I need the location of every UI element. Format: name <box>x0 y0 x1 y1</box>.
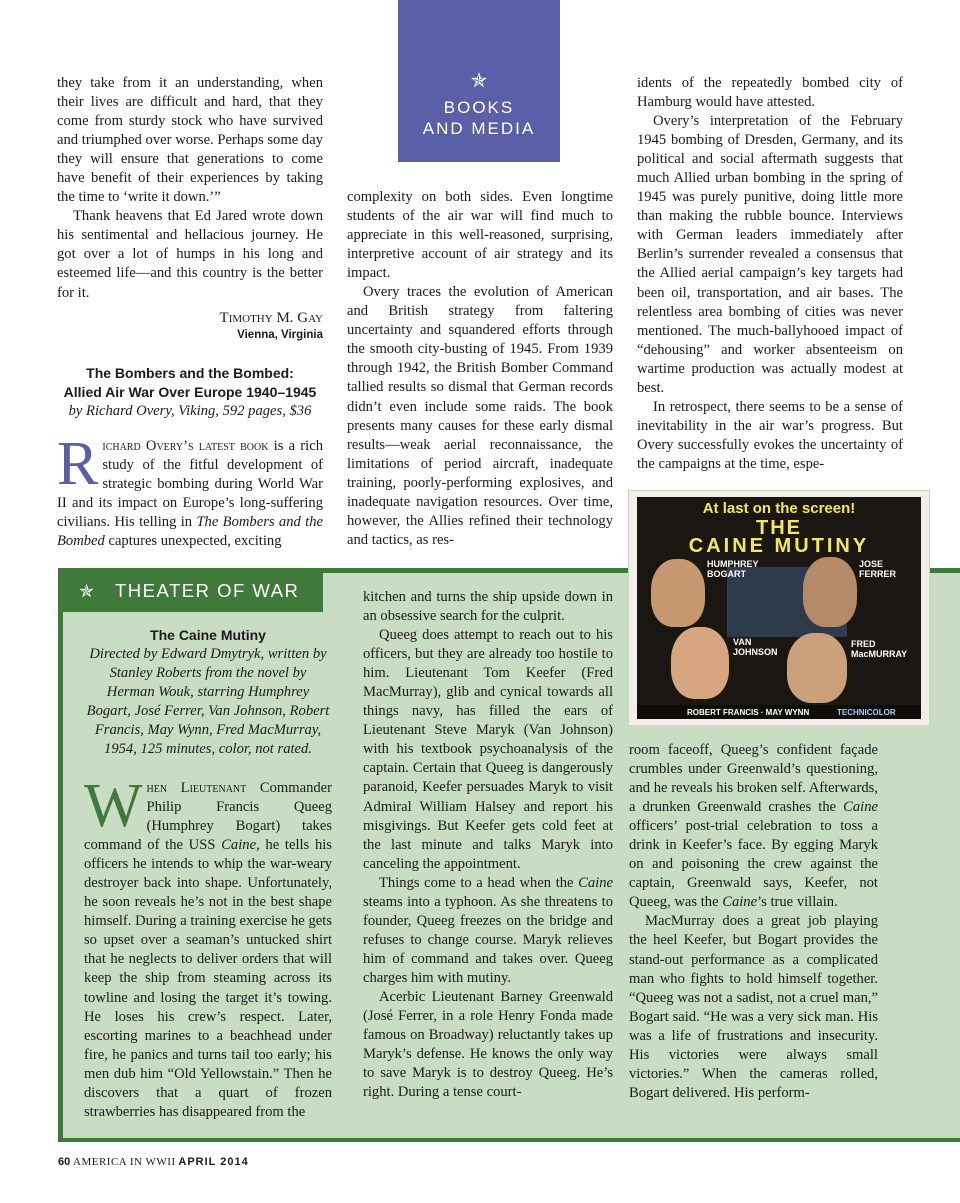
poster-tagline: At last on the screen! <box>702 500 856 517</box>
text: is a rich study of the fitful development of strategic bombing during World War II and its impact on Europe’s long-suffering civilians. His telling in <box>57 437 323 530</box>
paragraph: Acerbic Lieutenant Barney Greenwald (José Ferrer, in a role Henry Fonda made famous on Broadway) reluctantly takes up Maryk’s defense. He knows the only way to save Maryk is to destroy Queeg. He’s right. During a tense court- <box>363 988 613 1101</box>
paragraph: Thank heavens that Ed Jared wrote down his sentimental and hellacious journey. He got over a lot of humps in his long and esteemed life—and this country is the better for it. <box>57 208 323 301</box>
ferrer-portrait <box>803 557 857 627</box>
paragraph <box>629 741 878 912</box>
section-tab-label-line2: AND MEDIA <box>422 119 536 138</box>
poster-image <box>637 497 921 719</box>
theater-left-rule <box>58 568 63 1141</box>
reviewer-location: Vienna, Virginia <box>237 328 323 341</box>
book-info: by Richard Overy, Viking, 592 pages, $36 <box>68 402 312 419</box>
ship-name-italic: Caine <box>578 874 613 891</box>
text: captures unexpected, exciting <box>104 532 282 549</box>
issue-date: APRIL 2014 <box>178 1156 249 1168</box>
film-info: Directed by Edward Dmytryk, written by Stanley Roberts from the novel by Herman Wouk, starring Humphrey Bogart, José Ferrer, Van Johnson, Robert Francis, May Wynn, Fred MacMurray, 1954, 125 minutes, color, not rated. <box>86 646 330 757</box>
paragraph: In retrospect, there seems to be a sense of inevitability in the air war’s progress. But Overy successfully evokes the uncertainty of the campaigns at the time, espe- <box>637 398 903 472</box>
poster-footer-right: TECHNICOLOR <box>837 708 896 717</box>
text: Commander Philip Francis Queeg (Humphrey Bogart) takes command of the USS <box>84 780 332 854</box>
johnson-portrait <box>671 627 729 699</box>
ship-name-italic: Caine <box>221 837 257 854</box>
paragraph: Overy traces the evolution of American and British strategy from faltering uncertainty and squandered efforts through the smooth city-busting of 1945. From 1939 through 1942, the British Bomber Command tallied results so dismal that German records didn’t even include some raids. The book presents many causes for these early dismal results—weak aerial reconnaissance, the limitations of period aircraft, inadequate training, poorly-performing explosives, and inadequate navigation resources. Over time, however, the Allies refined their technology and tactics, as res- <box>347 284 613 548</box>
drop-cap: R <box>57 429 99 498</box>
magazine-name: AMERICA IN WWII <box>73 1156 176 1168</box>
section-tab-books-media <box>398 0 560 162</box>
text: steams into a typhoon. As she threatens to founder, Queeg freezes on the bridge and refuses to change course. Maryk relieves him of command and takes over. Queeg charges him with mutiny. <box>363 893 613 986</box>
paragraph: idents of the repeatedly bombed city of Hamburg would have attested. <box>637 75 903 111</box>
bogart-portrait <box>651 559 705 627</box>
star-icon: ✯ <box>470 70 488 92</box>
reviewer-name: Timothy M. Gay <box>219 309 323 326</box>
star-icon: ✯ <box>79 581 96 601</box>
poster-footer-left: ROBERT FRANCIS · MAY WYNN <box>687 708 810 717</box>
book-title-italic: The Bombers and the Bombed <box>57 513 323 549</box>
paragraph: MacMurray does a great job playing the heel Keefer, but Bogart provides the stand-out performance as a complicated man who fights to hold himself together. “Queeg was not a sadist, not a cruel man,” Bogart said. “He was a very sick man. His was a life of frustrations and insecurity. His victories were always small victories.” When the cameras rolled, Bogart delivered. His perform- <box>629 913 878 1101</box>
page-footer <box>58 1156 249 1168</box>
ship-name-italic: Caine <box>843 799 878 816</box>
theater-header-label: THEATER OF WAR <box>115 580 300 601</box>
poster-actor-2: JOSE FERRER <box>859 559 897 579</box>
paragraph: they take from it an understanding, when their lives are difficult and hard, that they come from sturdy stock who have survived and triumphed over worse. Perhaps some day they will ensure that generations to come have benefit of their experiences by taking the time to ‘write it down.’” <box>57 75 323 206</box>
theater-column-3 <box>629 741 878 1103</box>
lead-in: hen Lieutenant <box>146 780 247 796</box>
text: , he tells his officers he intends to whip the war-weary destroyer back into shape. Unfortunately, he soon reveals he’s not in the best shape himself. During a training exercise he gets so upset over a seaman’s untucked shirt that he neglects to deliver orders that will keep the ship from steaming across its towline and losing the target it’s towing. He loses his crew’s respect. Later, escorting marines to a beachhead under fire, he panics and turns tail too early; his men dub him “Old Yellowstain.” Then he discovers that a quart of frozen strawberries has disappeared from the <box>84 837 332 1120</box>
lead-in: ichard Overy’s latest book <box>102 437 269 454</box>
book-title-line2: Allied Air War Over Europe 1940–1945 <box>63 383 317 400</box>
text: room faceoff, Queeg’s confident façade crumbles under Greenwald’s questioning, and he reveals his broken self. Afterwards, a drunken Greenwald crashes the <box>629 742 878 816</box>
poster-actor-4: FRED MacMURRAY <box>851 639 908 659</box>
caine-mutiny-poster <box>628 490 930 726</box>
section-tab-label-line1: BOOKS <box>443 98 515 117</box>
theater-column-1 <box>84 626 332 1122</box>
paragraph: kitchen and turns the ship upside down in an obsessive search for the culprit. <box>363 589 613 625</box>
theater-column-2 <box>363 588 613 1102</box>
column-2-top <box>347 188 613 550</box>
theater-bottom-rule <box>58 1138 960 1142</box>
film-title: The Caine Mutiny <box>150 627 266 643</box>
poster-actor-3: VAN JOHNSON <box>733 637 778 657</box>
paragraph <box>363 874 613 988</box>
macmurray-portrait <box>787 633 847 703</box>
text: Things come to a head when the <box>379 874 579 891</box>
book-title-line1: The Bombers and the Bombed: <box>86 364 294 381</box>
theater-of-war-header <box>63 570 323 612</box>
column-1-top <box>57 74 323 551</box>
ship-name-italic: Caine <box>722 894 758 911</box>
poster-actor-1: HUMPHREY BOGART <box>707 559 759 579</box>
film-review-opening <box>84 772 332 1122</box>
column-3-top <box>637 74 903 474</box>
paragraph: Overy’s interpretation of the February 1945 bombing of Dresden, Germany, and its political and social aftermath suggests that much Allied urban bombing in the spring of 1945 was purely punitive, doing little more than making the rubble bounce. Interviews with German leaders immediately after Berlin’s surrender revealed a consensus that the Allied aerial campaign’s key targets had been oil, transportation, and air bases. The relentless area bombing of cities was never mentioned. The much-ballyhooed impact of “dehousing” and worker absenteeism on wartime production was actually modest at best. <box>637 113 903 396</box>
paragraph: Queeg does attempt to reach out to his officers, but they are already too hostile to him. Lieutenant Tom Keefer (Fred MacMurray), glib and cynical towards all things navy, has filled the ears of Lieutenant Steve Maryk (Van Johnson) with his textbook psychoanalysis of the captain. Certain that Queeg is dangerously paranoid, Keefer persuades Maryk to visit Admiral William Halsey and report his misgivings. But Keefer gets cold feet at the last minute and talks Maryk into canceling the appointment. <box>363 627 613 872</box>
text: officers’ post-trial celebration to toss a drink in Keefer’s face. By egging Maryk on and poisoning the crew against the captain, Greenwald says, Keefer, not Queeg, was the <box>629 818 878 911</box>
book-review-opening <box>57 429 323 551</box>
poster-title-the: THE <box>756 517 802 539</box>
poster-title: CAINE MUTINY <box>688 535 870 557</box>
page-number: 60 <box>58 1156 71 1168</box>
paragraph: complexity on both sides. Even longtime students of the air war will find much to appreciate in this well-reasoned, surprising, interpretive account of air strategy and its impact. <box>347 189 613 282</box>
text: ’s true villain. <box>757 894 838 911</box>
drop-cap: W <box>84 772 143 840</box>
